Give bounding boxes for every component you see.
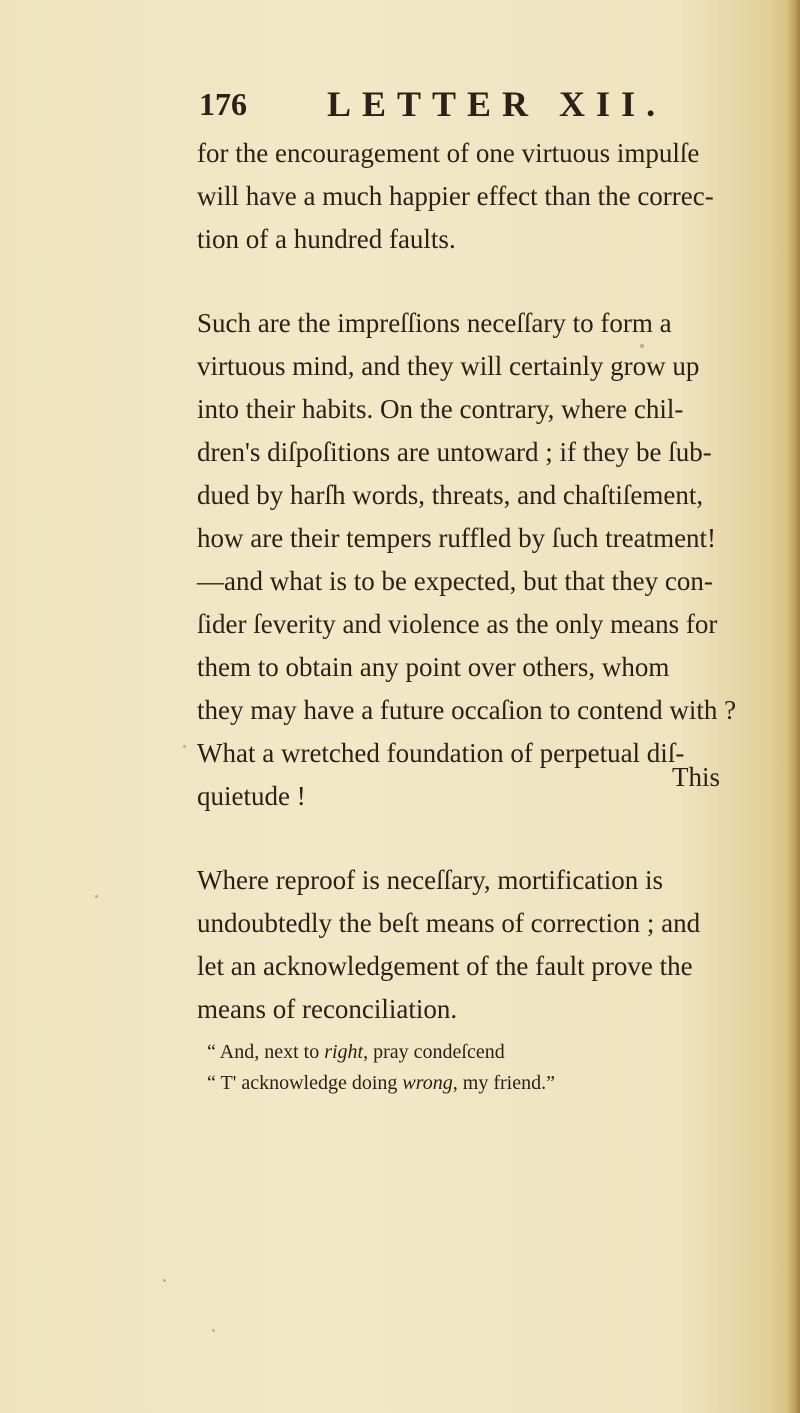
verse-text: , my friend.”: [452, 1072, 555, 1094]
text-line: let an acknowledgement of the fault prove the: [197, 951, 693, 981]
paper-speck: [183, 745, 186, 748]
paper-speck: [163, 1279, 166, 1282]
verse-text: “ And, next to: [207, 1041, 325, 1063]
page-edge: [786, 0, 800, 1413]
text-line: Such are the impreſſions neceſſary to form a: [197, 308, 672, 338]
text-line: they may have a future occaſion to contend with ?: [197, 695, 737, 725]
paragraph-2: [197, 302, 752, 818]
text-line: means of reconciliation.: [197, 994, 458, 1024]
text-line: tion of a hundred faults.: [197, 224, 456, 254]
text-line: dren's diſpoſitions are untoward ; if they be ſub-: [197, 437, 712, 467]
verse-line: [197, 1037, 752, 1068]
paragraph-1: [197, 132, 752, 261]
page-header: [199, 82, 667, 132]
text-line: them to obtain any point over others, whom: [197, 652, 670, 682]
text-line: What a wretched foundation of perpetual diſ-: [197, 738, 685, 768]
text-line: into their habits. On the contrary, where chil-: [197, 394, 684, 424]
text-line: ſider ſeverity and violence as the only means for: [197, 609, 718, 639]
body-text: [197, 132, 752, 1099]
verse-emphasis: wrong: [402, 1072, 453, 1094]
text-line: quietude !: [197, 781, 306, 811]
paragraph-3: [197, 859, 752, 1031]
running-head: LETTER XII.: [327, 84, 667, 124]
paper-speck: [212, 1329, 215, 1332]
paper-speck: [95, 895, 98, 898]
catchword: This: [672, 762, 721, 792]
verse-quote: [197, 1037, 752, 1099]
verse-emphasis: right: [324, 1041, 364, 1063]
paper-speck: [640, 344, 644, 348]
text-line: dued by harſh words, threats, and chaſtiſement,: [197, 480, 704, 510]
text-line: Where reproof is neceſſary, mortification is: [197, 865, 664, 895]
page-number: 176: [199, 86, 247, 122]
verse-text: , pray condeſcend: [363, 1041, 505, 1063]
text-line: virtuous mind, and they will certainly grow up: [197, 351, 700, 381]
paragraph-gap: [197, 261, 752, 302]
paragraph-gap: [197, 818, 752, 859]
text-line: will have a much happier effect than the correc-: [197, 181, 714, 211]
text-line: how are their tempers ruffled by ſuch treatment!: [197, 523, 717, 553]
text-line: for the encouragement of one virtuous impulſe: [197, 138, 700, 168]
verse-text: “ T' acknowledge doing: [207, 1072, 403, 1094]
text-line: undoubtedly the beſt means of correction ; and: [197, 908, 701, 938]
text-line: —and what is to be expected, but that they con-: [197, 566, 713, 596]
verse-line: [197, 1068, 752, 1099]
